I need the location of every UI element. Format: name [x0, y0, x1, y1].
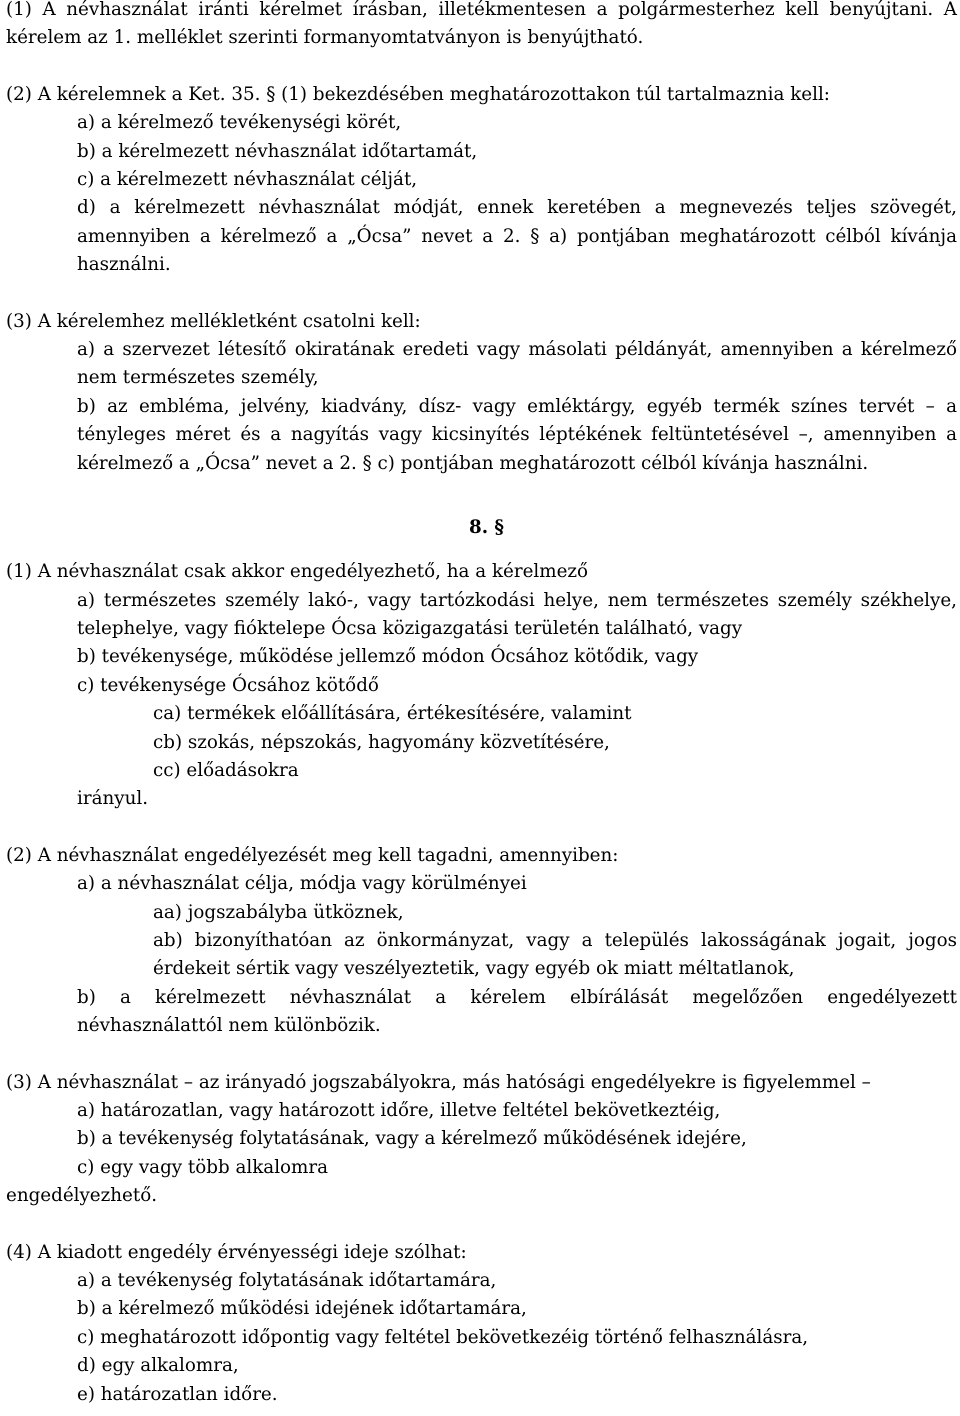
- s7-paragraph-1: (1) A névhasználat iránti kérelmet írásban, illetékmentesen a polgármesterhez kell benyújtani. A kérelem az 1. melléklet szerinti formanyomtatványon is benyújtható.: [6, 0, 957, 49]
- s8-p3-item-b: b) a tevékenység folytatásának, vagy a kérelmező működésének idejére,: [77, 1128, 747, 1150]
- s7-p2-item-a: a) a kérelmező tevékenységi körét,: [77, 112, 402, 134]
- s8-p4-item-c: c) meghatározott időpontig vagy feltétel bekövetkezéig történő felhasználásra,: [77, 1326, 809, 1348]
- s8-p2-item-b: b) a kérelmezett névhasználat a kérelem elbírálását megelőzően engedélyezett névhasználattól nem különbözik.: [77, 986, 957, 1037]
- s7-p2-item-d: d) a kérelmezett névhasználat módját, ennek keretében a megnevezés teljes szövegét, amennyiben a kérelmező a „Ócsa” nevet a 2. § a) pontjában meghatározott célból kívánja használni.: [77, 197, 957, 276]
- s8-p1-subitem-cc: cc) előadásokra: [153, 759, 299, 781]
- s8-p3-closing: engedélyezhető.: [6, 1185, 158, 1207]
- s8-p4-item-d: d) egy alkalomra,: [77, 1355, 239, 1377]
- s8-p3-item-a: a) határozatlan, vagy határozott időre, illetve feltétel bekövetkeztéig,: [77, 1100, 721, 1121]
- section-number-heading: 8. §: [468, 517, 504, 539]
- s8-p4-item-b: b) a kérelmező működési idejének időtartamára,: [77, 1298, 527, 1320]
- spacer: [6, 1211, 957, 1239]
- spacer: [6, 814, 957, 842]
- spacer: [6, 478, 957, 502]
- s7-paragraph-2-intro: (2) A kérelemnek a Ket. 35. § (1) bekezdésében meghatározottakon túl tartalmaznia kell:: [6, 83, 830, 105]
- s8-p1-closing: irányul.: [77, 788, 149, 810]
- s7-p3-item-b: b) az embléma, jelvény, kiadvány, dísz- vagy emléktárgy, egyéb termék színes tervét – a tényleges méret és a nagyítás vagy kicsinyítés léptékének feltüntetésével –, amennyiben a kérelmező a „Ócsa” nevet a 2. § c) pontjában meghatározott célból kívánja használni.: [77, 395, 957, 474]
- s8-p1-item-a: a) természetes személy lakó-, vagy tartózkodási helye, nem természetes személy székhelye, telephelye, vagy fióktelepe Ócsa közigazgatási területén található, vagy: [77, 589, 957, 639]
- s8-paragraph-4-intro: (4) A kiadott engedély érvényességi ideje szólhat:: [6, 1241, 467, 1263]
- s7-paragraph-3-intro: (3) A kérelemhez mellékletként csatolni kell:: [6, 310, 421, 332]
- s8-paragraph-1-intro: (1) A névhasználat csak akkor engedélyezhető, ha a kérelmező: [6, 561, 589, 583]
- s7-p2-item-b: b) a kérelmezett névhasználat időtartamát,: [77, 140, 478, 162]
- s7-p3-item-a: a) a szervezet létesítő okiratának eredeti vagy másolati példányát, amennyiben a kérelmező nem természetes személy,: [77, 339, 957, 389]
- s8-p1-subitem-cb: cb) szokás, népszokás, hagyomány közvetítésére,: [153, 731, 610, 753]
- s7-p2-item-c: c) a kérelmezett névhasználat célját,: [77, 169, 418, 191]
- s8-p4-item-e: e) határozatlan időre.: [77, 1383, 278, 1405]
- s8-p3-item-c: c) egy vagy több alkalomra: [77, 1156, 329, 1178]
- s8-p2-subitem-ab: ab) bizonyíthatóan az önkormányzat, vagy a település lakosságának jogait, jogos érdekeit sértik vagy veszélyeztetik, vagy egyéb ok miatt méltatlanok,: [153, 929, 957, 980]
- s8-p2-subitem-aa: aa) jogszabályba ütköznek,: [153, 901, 404, 923]
- document-page: [6, 0, 957, 1409]
- spacer: [6, 53, 957, 81]
- s8-p1-item-c: c) tevékenysége Ócsához kötődő: [77, 674, 379, 696]
- s8-paragraph-2-intro: (2) A névhasználat engedélyezését meg kell tagadni, amennyiben:: [6, 844, 619, 866]
- s8-p4-item-a: a) a tevékenység folytatásának időtartamára,: [77, 1270, 497, 1292]
- spacer: [6, 280, 957, 308]
- s8-p1-item-b: b) tevékenysége, működése jellemző módon Ócsához kötődik, vagy: [77, 646, 699, 668]
- s8-p1-subitem-ca: ca) termékek előállítására, értékesítésére, valamint: [153, 703, 632, 725]
- spacer: [6, 1041, 957, 1069]
- s8-p2-item-a: a) a névhasználat célja, módja vagy körülményei: [77, 873, 527, 895]
- s8-paragraph-3-intro: (3) A névhasználat – az irányadó jogszabályokra, más hatósági engedélyekre is figyelemmel –: [6, 1071, 871, 1093]
